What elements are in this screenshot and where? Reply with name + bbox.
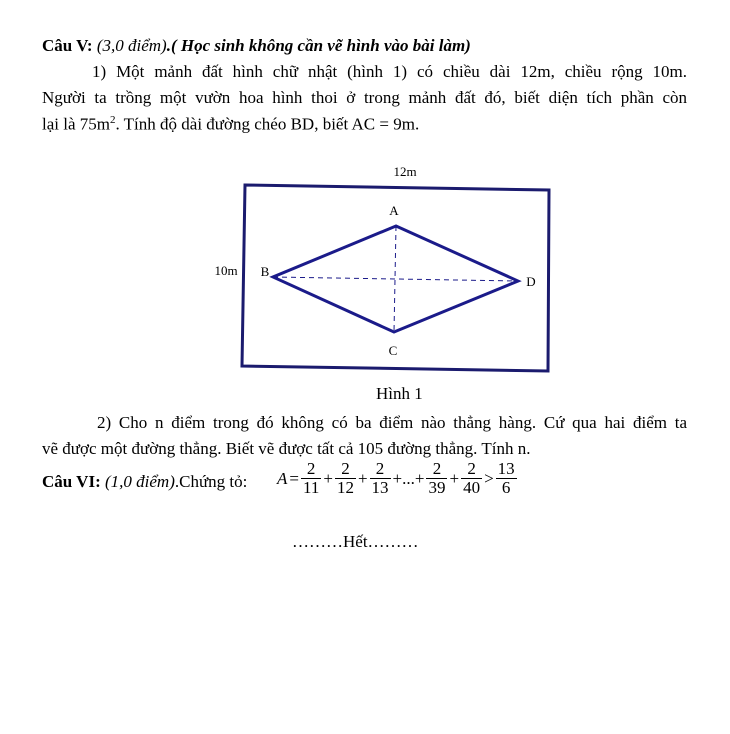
- plus-1: +: [323, 468, 333, 488]
- expr-equals: =: [289, 468, 299, 488]
- fraction-5-den: 40: [463, 478, 481, 497]
- problem-1-line-3-start: lại là 75m: [42, 114, 110, 134]
- diagonal-bd: [273, 277, 518, 281]
- figure-length-label: 12m: [393, 164, 417, 179]
- fraction-3: [370, 460, 391, 497]
- plus-2: +: [357, 468, 368, 488]
- problem-1-line-3-end: . Tính độ dài đường chéo BD, biết AC = 9m.: [115, 114, 420, 134]
- fraction-3-den: 13: [371, 478, 389, 497]
- question-6-prompt: .Chứng tỏ:: [174, 472, 248, 491]
- fraction-1-den: 11: [302, 478, 320, 497]
- problem-1-exponent: 2: [109, 114, 116, 126]
- ellipsis-sum: +...+: [392, 468, 425, 488]
- vertex-d-label: D: [526, 274, 536, 289]
- fraction-4: [426, 460, 447, 497]
- fraction-2: [335, 460, 356, 497]
- fraction-5: [461, 460, 482, 497]
- problem-1-line-1: 1) Một mảnh đất hình chữ nhật (hình 1) có chiều dài 12m, chiều rộng 10m.: [92, 62, 687, 81]
- vertex-b-label: B: [260, 264, 270, 279]
- plus-3: +: [449, 468, 460, 488]
- rhombus-garden: [273, 226, 518, 332]
- fraction-5-num: 2: [461, 460, 482, 479]
- greater-than: >: [484, 468, 494, 488]
- problem-1-line-2: Người ta trồng một vườn hoa hình thoi ở trong mảnh đất đó, biết diện tích phần còn: [42, 88, 687, 107]
- fraction-1-num: 2: [301, 460, 321, 479]
- fraction-2-num: 2: [335, 460, 356, 479]
- question-6-points: (1,0 điểm): [104, 472, 175, 491]
- vertex-c-label: C: [388, 343, 398, 358]
- vertex-a-label: A: [389, 203, 399, 218]
- fraction-6-den: 6: [501, 478, 511, 497]
- fraction-1: [301, 460, 321, 497]
- inequality-expression: [276, 460, 518, 497]
- fraction-4-den: 39: [428, 478, 446, 497]
- figure-width-label: 10m: [214, 263, 238, 278]
- question-5-points: (3,0 điểm): [96, 36, 167, 55]
- fraction-4-num: 2: [426, 460, 447, 479]
- fraction-3-num: 2: [370, 460, 391, 479]
- problem-2-line-1: 2) Cho n điểm trong đó không có ba điểm nào thẳng hàng. Cứ qua hai điểm ta: [97, 413, 687, 432]
- problem-2-line-2: vẽ được một đường thẳng. Biết vẽ được tất cả 105 đường thẳng. Tính n.: [42, 439, 531, 458]
- question-5-label: Câu V:: [42, 36, 93, 55]
- fraction-6-num: 13: [497, 459, 515, 478]
- fraction-6: [496, 460, 517, 497]
- figure-caption: Hình 1: [376, 384, 423, 403]
- end-marker: ………Hết………: [292, 532, 419, 551]
- question-6-label: Câu VI:: [42, 472, 101, 491]
- fraction-2-den: 12: [336, 478, 354, 497]
- question-5-note: .( Học sinh không cần vẽ hình vào bài làm): [166, 36, 471, 55]
- expr-variable: A: [277, 468, 288, 488]
- question-6-heading: [42, 472, 247, 492]
